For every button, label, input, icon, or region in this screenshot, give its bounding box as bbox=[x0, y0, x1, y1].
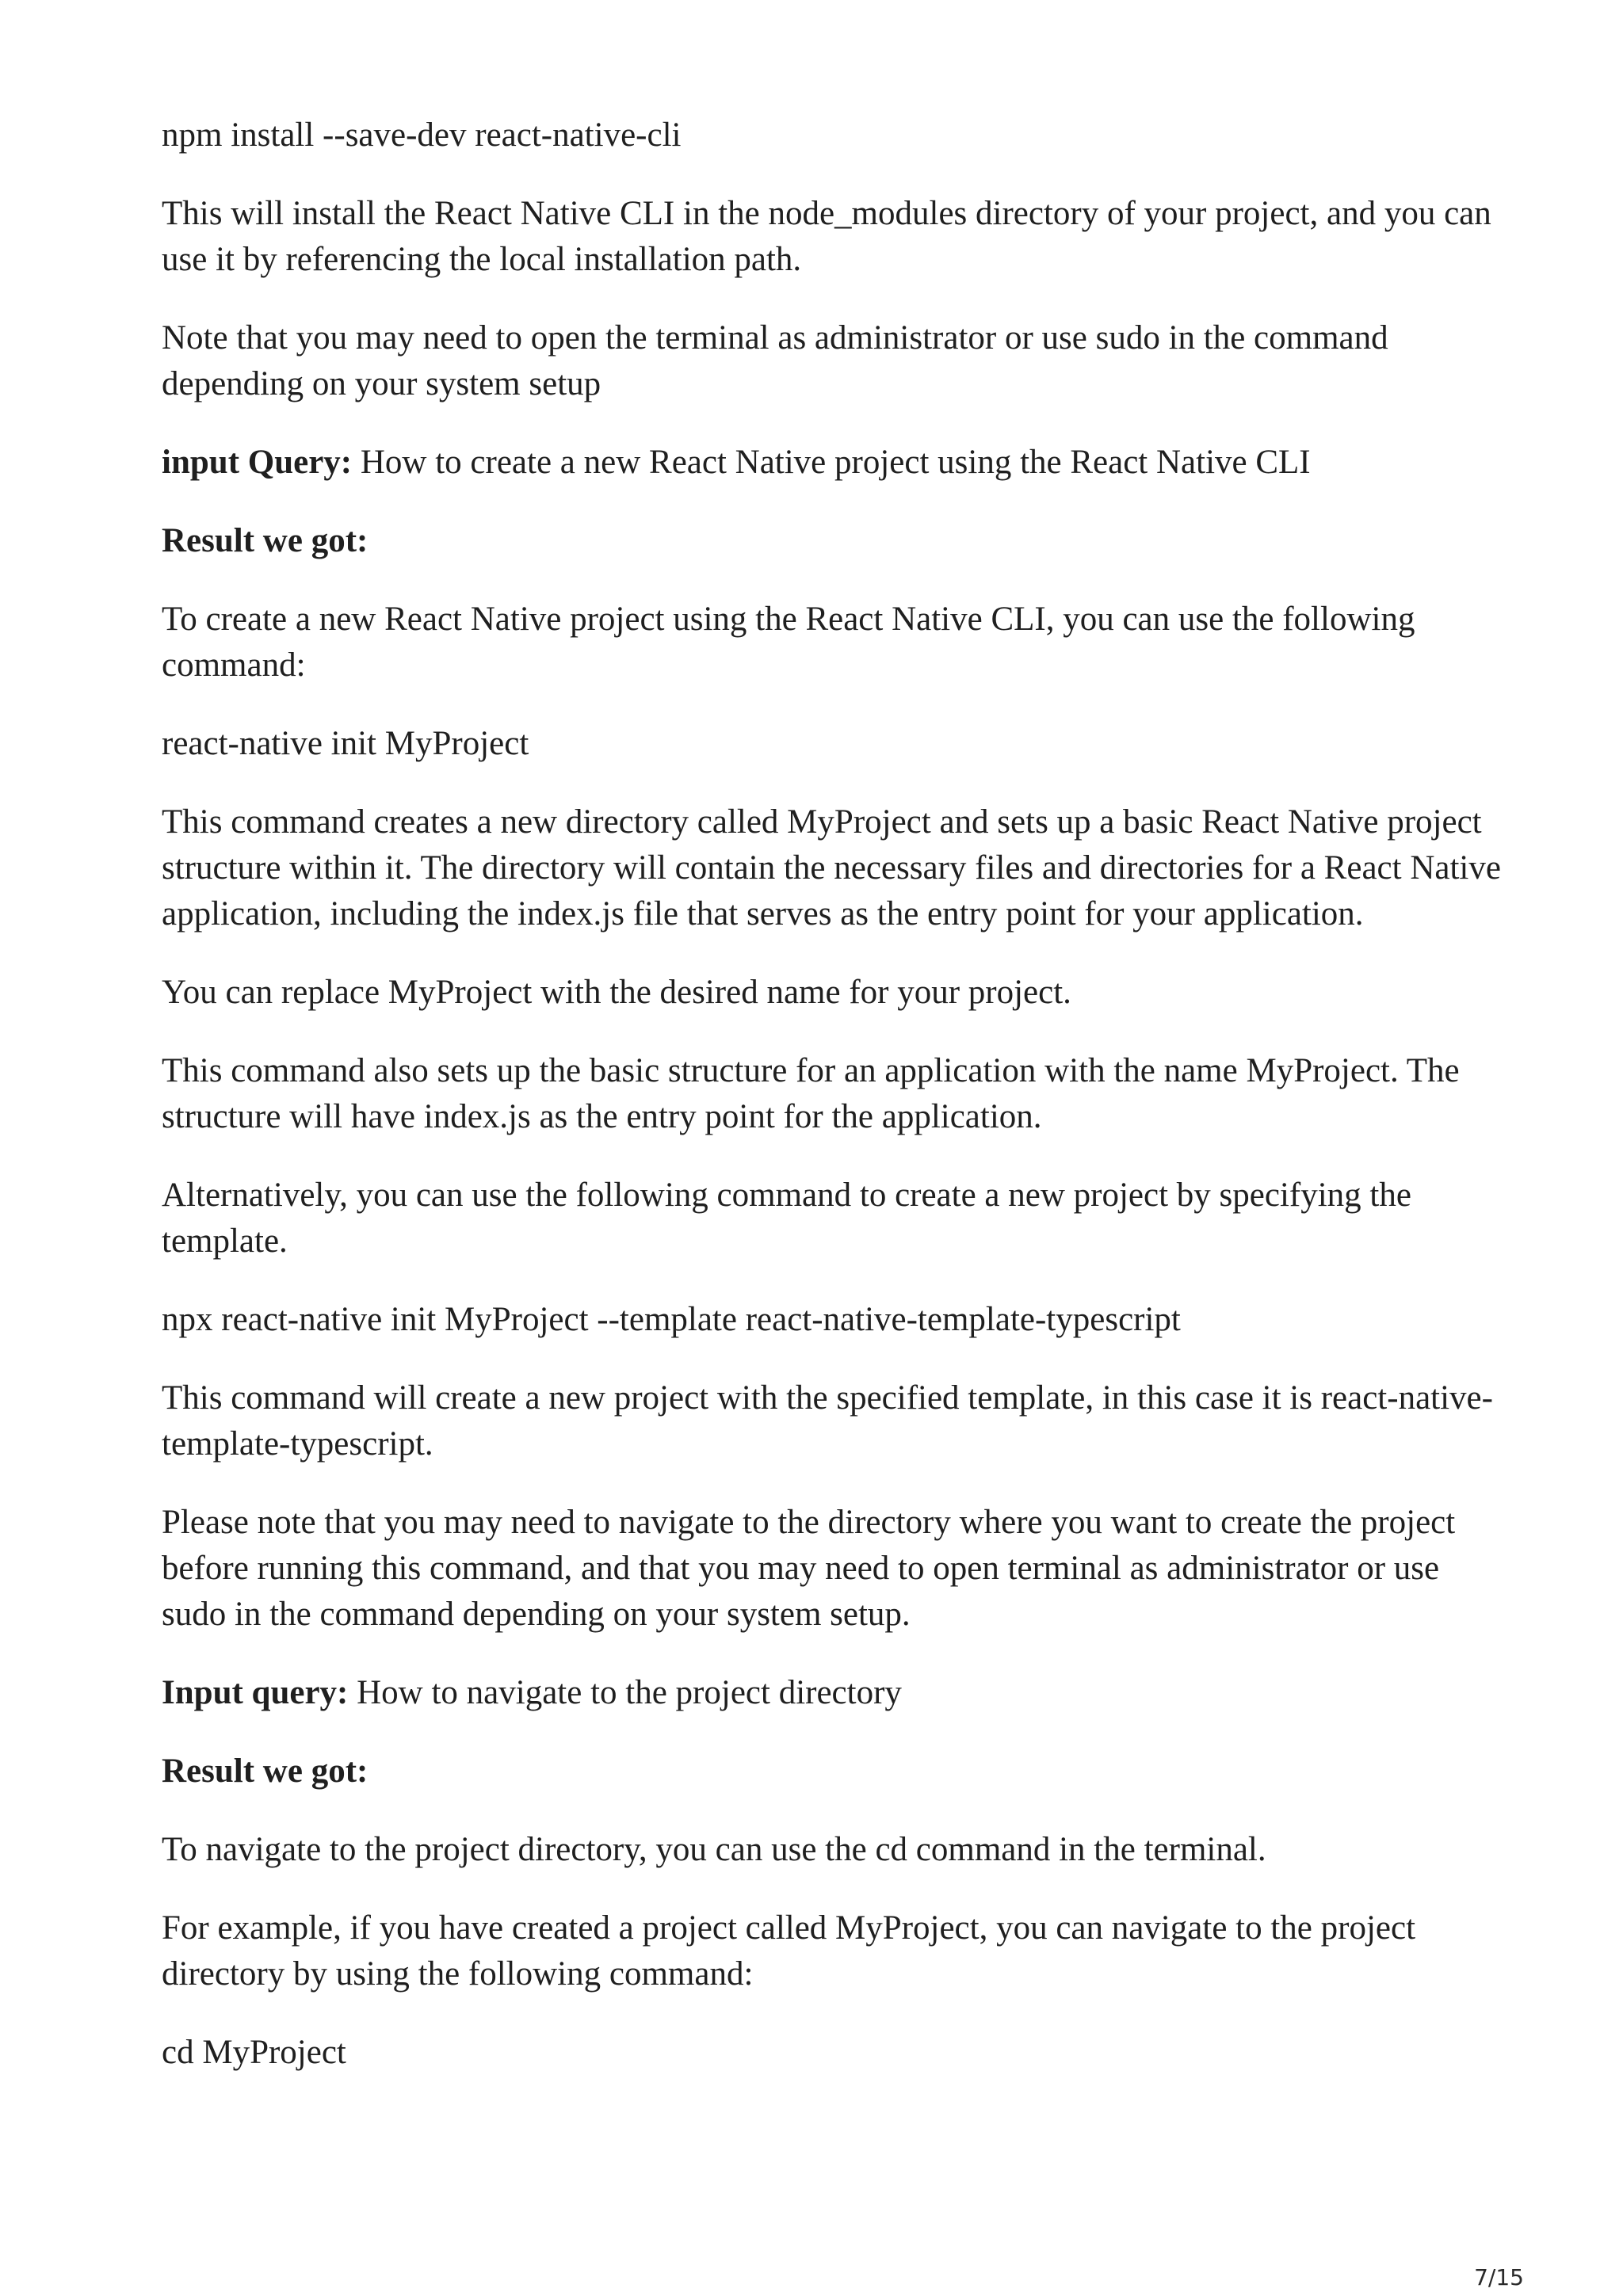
command-line: npx react-native init MyProject --template react-native-template-typescript bbox=[162, 1301, 1181, 1338]
page-number: 7/15 bbox=[1474, 2264, 1524, 2290]
body-paragraph: Alternatively, you can use the following command to create a new project by specifying the template. bbox=[162, 1177, 1411, 1260]
body-paragraph: This will install the React Native CLI in the node_modules directory of your project, and you can use it by referencing the local installation path. bbox=[162, 195, 1491, 278]
query-paragraph bbox=[162, 1670, 1509, 1716]
body-paragraph: To navigate to the project directory, you can use the cd command in the terminal. bbox=[162, 1831, 1266, 1868]
result-heading bbox=[162, 1749, 1509, 1794]
result-label: Result we got: bbox=[162, 1753, 369, 1790]
body-paragraph: To create a new React Native project using the React Native CLI, you can use the following command: bbox=[162, 601, 1415, 684]
query-label: input Query: bbox=[162, 444, 353, 481]
body-paragraph: Please note that you may need to navigate to the directory where you want to create the project before running this command, and that you may need to open terminal as administrator or use sudo in the command depending on your system setup. bbox=[162, 1504, 1456, 1633]
command-line: npm install --save-dev react-native-cli bbox=[162, 116, 682, 154]
body-paragraph: This command will create a new project with the specified template, in this case it is react-native-template-typescript. bbox=[162, 1379, 1493, 1463]
result-label: Result we got: bbox=[162, 522, 369, 559]
body-paragraph: You can replace MyProject with the desired name for your project. bbox=[162, 974, 1071, 1011]
command-line: react-native init MyProject bbox=[162, 725, 529, 762]
query-text: How to navigate to the project directory bbox=[348, 1674, 902, 1711]
result-heading bbox=[162, 518, 1509, 564]
document-body bbox=[162, 113, 1509, 2108]
query-label: Input query: bbox=[162, 1674, 349, 1711]
query-paragraph bbox=[162, 440, 1509, 486]
body-paragraph: For example, if you have created a project called MyProject, you can navigate to the project directory by using the following command: bbox=[162, 1909, 1416, 1993]
command-line: cd MyProject bbox=[162, 2034, 346, 2071]
body-paragraph: This command also sets up the basic structure for an application with the name MyProject. The structure will have index.js as the entry point for the application. bbox=[162, 1052, 1460, 1135]
query-text: How to create a new React Native project using the React Native CLI bbox=[352, 444, 1311, 481]
body-paragraph: Note that you may need to open the terminal as administrator or use sudo in the command depending on your system setup bbox=[162, 319, 1388, 402]
body-paragraph: This command creates a new directory called MyProject and sets up a basic React Native project structure within it. The directory will contain the necessary files and directories for a React Native application, including the index.js file that serves as the entry point for your application. bbox=[162, 803, 1501, 933]
